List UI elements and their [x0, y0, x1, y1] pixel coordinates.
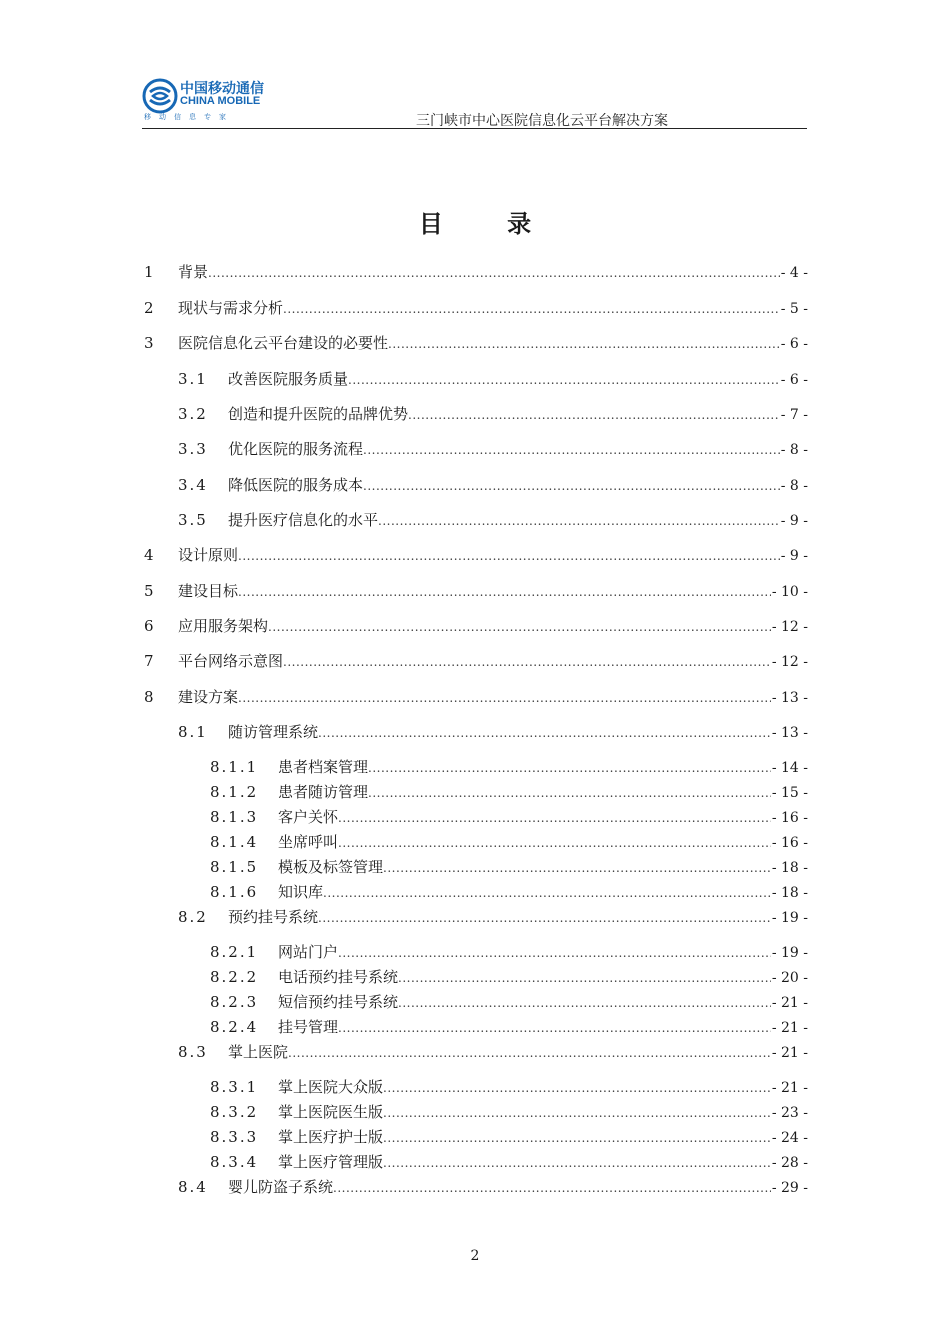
- toc-entry-number: 8.3.1: [210, 1078, 259, 1096]
- toc-entry-page: - 4 -: [780, 265, 808, 281]
- toc-entry-title: 知识库: [278, 883, 324, 901]
- toc-entry-page: - 28 -: [771, 1155, 808, 1171]
- toc-entry[interactable]: [144, 580, 808, 602]
- toc-dot-leader: [388, 333, 780, 355]
- toc-entry-title: 掌上医疗护士版: [278, 1128, 384, 1146]
- toc-entry[interactable]: [178, 721, 808, 743]
- toc-entry-page: - 29 -: [771, 1180, 808, 1196]
- toc-entry-title: 掌上医院医生版: [278, 1103, 384, 1121]
- toc-dot-leader: [348, 369, 780, 391]
- toc-entry-page: - 8 -: [780, 478, 808, 494]
- toc-entry-page: - 21 -: [771, 1080, 808, 1096]
- toc-entry-number: 8.4: [178, 1178, 208, 1196]
- toc-entry[interactable]: [144, 261, 808, 283]
- toc-entry[interactable]: [210, 781, 808, 803]
- toc-dot-leader: [398, 992, 771, 1014]
- toc-entry[interactable]: [144, 650, 808, 672]
- china-mobile-logo: [142, 76, 272, 126]
- toc-entry[interactable]: [178, 403, 808, 425]
- toc-entry-page: - 24 -: [771, 1130, 808, 1146]
- toc-dot-leader: [238, 687, 771, 709]
- toc-entry-page: - 9 -: [780, 513, 808, 529]
- toc-dot-leader: [318, 907, 771, 929]
- toc-entry-page: - 6 -: [780, 372, 808, 388]
- toc-dot-leader: [318, 722, 771, 744]
- toc-entry-page: - 15 -: [771, 785, 808, 801]
- toc-entry[interactable]: [210, 1151, 808, 1173]
- toc-dot-leader: [368, 757, 771, 779]
- toc-dot-leader: [383, 1077, 771, 1099]
- toc-entry-number: 8.1.4: [210, 833, 259, 851]
- toc-entry-number: 4: [144, 546, 154, 564]
- toc-dot-leader: [378, 510, 780, 532]
- toc-entry-number: 3.3: [178, 440, 208, 458]
- toc-entry-title: 模板及标签管理: [278, 858, 384, 876]
- toc-entry-title: 预约挂号系统: [228, 908, 319, 926]
- toc-entry-number: 8.2: [178, 908, 208, 926]
- toc-entry-number: 8.1.3: [210, 808, 259, 826]
- logo-english-text: CHINA MOBILE: [180, 95, 261, 107]
- toc-dot-leader: [368, 782, 771, 804]
- toc-entry-page: - 8 -: [780, 442, 808, 458]
- toc-entry[interactable]: [178, 906, 808, 928]
- toc-entry[interactable]: [210, 856, 808, 878]
- toc-entry-title: 医院信息化云平台建设的必要性: [178, 334, 389, 352]
- toc-dot-leader: [363, 475, 780, 497]
- toc-entry[interactable]: [210, 1126, 808, 1148]
- toc-entry-title: 建设目标: [178, 582, 239, 600]
- toc-entry-number: 8.3.3: [210, 1128, 259, 1146]
- toc-entry-title: 掌上医院: [228, 1043, 289, 1061]
- toc-entry-title: 客户关怀: [278, 808, 339, 826]
- toc-entry-number: 2: [144, 299, 154, 317]
- toc-entry-page: - 19 -: [771, 945, 808, 961]
- toc-entry-title: 随访管理系统: [228, 723, 319, 741]
- toc-dot-leader: [333, 1177, 771, 1199]
- toc-entry-page: - 19 -: [771, 910, 808, 926]
- toc-heading: 目 录: [418, 209, 560, 238]
- china-mobile-logo-icon: [142, 78, 178, 114]
- toc-entry-number: 8.1.5: [210, 858, 259, 876]
- toc-entry-number: 8.2.4: [210, 1018, 259, 1036]
- toc-entry[interactable]: [178, 438, 808, 460]
- toc-dot-leader: [238, 545, 780, 567]
- toc-entry-number: 8.1.6: [210, 883, 259, 901]
- toc-dot-leader: [283, 298, 780, 320]
- toc-entry[interactable]: [178, 1041, 808, 1063]
- toc-entry-number: 5: [144, 582, 154, 600]
- toc-entry[interactable]: [210, 1101, 808, 1123]
- toc-entry-title: 婴儿防盗子系统: [228, 1178, 334, 1196]
- toc-entry-title: 优化医院的服务流程: [228, 440, 364, 458]
- toc-entry-number: 8.3.2: [210, 1103, 259, 1121]
- toc-entry-page: - 9 -: [780, 548, 808, 564]
- toc-entry-page: - 13 -: [771, 725, 808, 741]
- toc-entry-title: 降低医院的服务成本: [228, 476, 364, 494]
- toc-dot-leader: [338, 1017, 771, 1039]
- toc-entry-page: - 14 -: [771, 760, 808, 776]
- toc-entry-page: - 6 -: [780, 336, 808, 352]
- toc-entry-page: - 18 -: [771, 860, 808, 876]
- toc-entry-page: - 16 -: [771, 810, 808, 826]
- toc-entry-title: 患者随访管理: [278, 783, 369, 801]
- toc-entry[interactable]: [210, 806, 808, 828]
- toc-entry[interactable]: [178, 1176, 808, 1198]
- toc-entry-title: 网站门户: [278, 943, 339, 961]
- toc-entry[interactable]: [178, 474, 808, 496]
- toc-entry-number: 3.4: [178, 476, 208, 494]
- toc-entry-page: - 10 -: [771, 584, 808, 600]
- document-header-title: 三门峡市中心医院信息化云平台解决方案: [416, 113, 668, 129]
- toc-entry[interactable]: [210, 966, 808, 988]
- toc-dot-leader: [288, 1042, 771, 1064]
- toc-entry-number: 3: [144, 334, 154, 352]
- toc-dot-leader: [338, 942, 771, 964]
- toc-entry-number: 8.2.2: [210, 968, 259, 986]
- toc-entry-title: 电话预约挂号系统: [278, 968, 399, 986]
- header-divider: [142, 128, 807, 129]
- toc-entry-title: 应用服务架构: [178, 617, 269, 635]
- toc-entry-number: 3.2: [178, 405, 208, 423]
- toc-entry-number: 8: [144, 688, 154, 706]
- toc-entry-title: 短信预约挂号系统: [278, 993, 399, 1011]
- toc-entry-number: 3.5: [178, 511, 208, 529]
- toc-entry-title: 坐席呼叫: [278, 833, 339, 851]
- toc-entry-title: 挂号管理: [278, 1018, 339, 1036]
- toc-entry-page: - 23 -: [771, 1105, 808, 1121]
- toc-entry[interactable]: [210, 941, 808, 963]
- toc-dot-leader: [383, 1127, 771, 1149]
- toc-entry-page: - 12 -: [771, 654, 808, 670]
- toc-entry-page: - 7 -: [780, 407, 808, 423]
- toc-entry[interactable]: [178, 368, 808, 390]
- toc-entry-number: 8.3.4: [210, 1153, 259, 1171]
- toc-entry-number: 3.1: [178, 370, 208, 388]
- toc-entry-title: 建设方案: [178, 688, 239, 706]
- toc-entry-number: 7: [144, 652, 154, 670]
- toc-entry-title: 现状与需求分析: [178, 299, 284, 317]
- toc-entry[interactable]: [144, 615, 808, 637]
- toc-entry-title: 设计原则: [178, 546, 239, 564]
- toc-entry-page: - 12 -: [771, 619, 808, 635]
- toc-entry[interactable]: [178, 509, 808, 531]
- toc-entry-page: - 5 -: [780, 301, 808, 317]
- toc-entry-number: 1: [144, 263, 154, 281]
- toc-entry-page: - 13 -: [771, 690, 808, 706]
- toc-entry[interactable]: [144, 686, 808, 708]
- toc-entry-title: 掌上医院大众版: [278, 1078, 384, 1096]
- toc-entry-number: 8.1.1: [210, 758, 259, 776]
- toc-entry[interactable]: [210, 991, 808, 1013]
- toc-entry[interactable]: [210, 1076, 808, 1098]
- toc-entry[interactable]: [144, 297, 808, 319]
- page-number: 2: [470, 1248, 480, 1264]
- toc-entry-page: - 20 -: [771, 970, 808, 986]
- toc-dot-leader: [338, 832, 771, 854]
- toc-dot-leader: [383, 857, 771, 879]
- toc-entry-page: - 21 -: [771, 1045, 808, 1061]
- toc-entry[interactable]: [210, 831, 808, 853]
- toc-entry-number: 8.3: [178, 1043, 208, 1061]
- toc-entry-number: 8.2.3: [210, 993, 259, 1011]
- toc-dot-leader: [268, 616, 771, 638]
- toc-entry-number: 6: [144, 617, 154, 635]
- toc-entry[interactable]: [210, 756, 808, 778]
- toc-entry-title: 患者档案管理: [278, 758, 369, 776]
- toc-entry-title: 掌上医疗管理版: [278, 1153, 384, 1171]
- toc-entry[interactable]: [210, 1016, 808, 1038]
- toc-dot-leader: [398, 967, 771, 989]
- toc-entry-page: - 21 -: [771, 1020, 808, 1036]
- toc-dot-leader: [363, 439, 780, 461]
- toc-dot-leader: [323, 882, 771, 904]
- toc-dot-leader: [283, 651, 771, 673]
- toc-entry-title: 提升医疗信息化的水平: [228, 511, 379, 529]
- toc-dot-leader: [238, 581, 771, 603]
- toc-entry-title: 平台网络示意图: [178, 652, 284, 670]
- toc-entry-page: - 21 -: [771, 995, 808, 1011]
- toc-entry-title: 改善医院服务质量: [228, 370, 349, 388]
- toc-dot-leader: [208, 262, 780, 284]
- toc-entry-page: - 16 -: [771, 835, 808, 851]
- toc-entry-number: 8.2.1: [210, 943, 259, 961]
- toc-entry-number: 8.1.2: [210, 783, 259, 801]
- logo-chinese-text: 中国移动通信: [180, 81, 264, 97]
- toc-dot-leader: [383, 1152, 771, 1174]
- toc-entry[interactable]: [144, 544, 808, 566]
- logo-slogan: 移动信息专家: [144, 113, 234, 121]
- toc-entry-page: - 18 -: [771, 885, 808, 901]
- toc-dot-leader: [383, 1102, 771, 1124]
- toc-entry-title: 背景: [178, 263, 209, 281]
- toc-dot-leader: [408, 404, 780, 426]
- toc-entry-number: 8.1: [178, 723, 208, 741]
- toc-dot-leader: [338, 807, 771, 829]
- toc-entry[interactable]: [210, 881, 808, 903]
- toc-entry-title: 创造和提升医院的品牌优势: [228, 405, 409, 423]
- toc-entry[interactable]: [144, 332, 808, 354]
